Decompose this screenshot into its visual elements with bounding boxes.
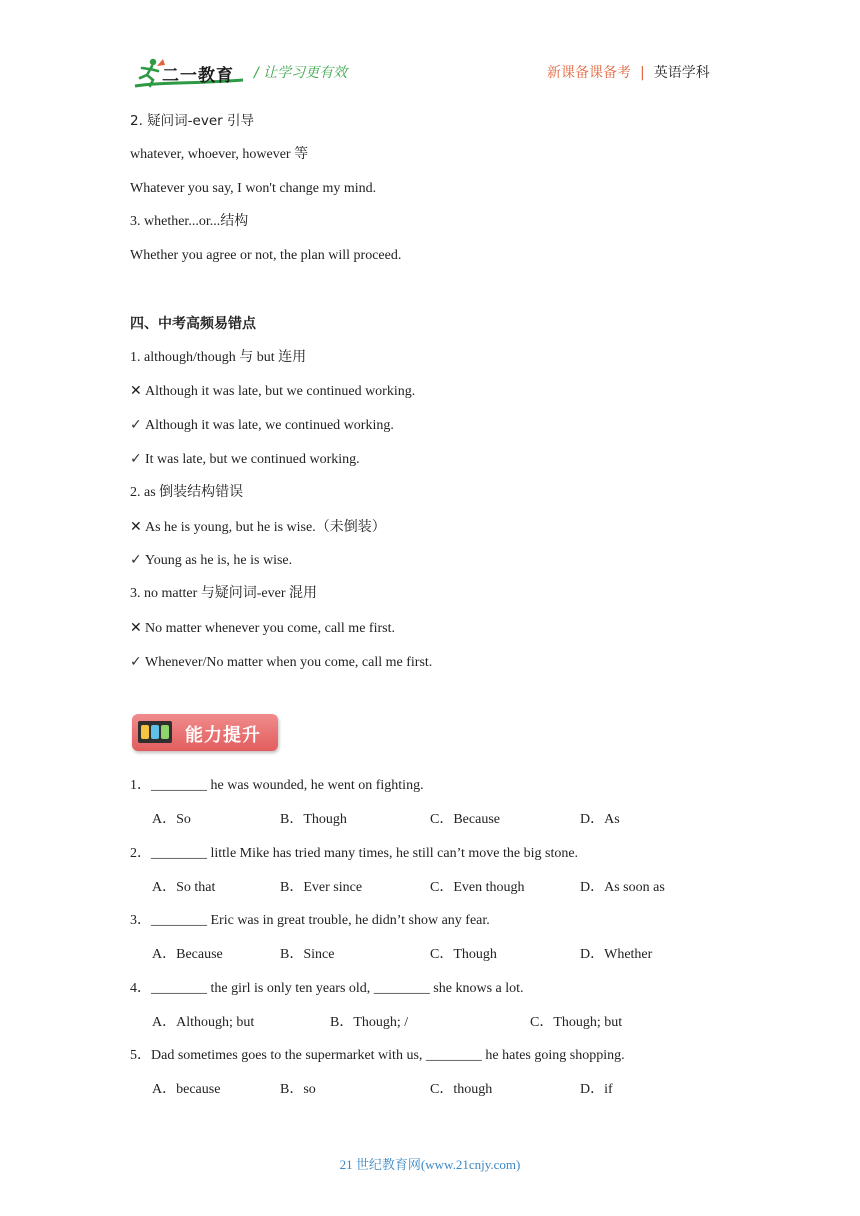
header-slogan: / 让学习更有效 (254, 65, 348, 81)
header-right (547, 62, 710, 82)
item2-title: 2. 疑问词-ever 引导 (130, 113, 254, 129)
question-2-option-a: A．So that (152, 880, 216, 895)
wrong-mark-icon: ✕ (130, 620, 142, 636)
question-5-option-c: C．though (430, 1082, 493, 1097)
question-4-stem: 4．________ the girl is only ten years old, ________ she knows a lot. (130, 981, 524, 996)
ability-banner (132, 714, 278, 751)
point2-wrong (130, 518, 386, 537)
question-1-option-a: A．So (152, 812, 191, 827)
header-separator: | (640, 65, 645, 81)
classroom-icon (138, 721, 172, 743)
footer-link[interactable]: 21 世纪教育网(www.21cnjy.com) (339, 1157, 521, 1172)
point3-wrong (130, 619, 395, 638)
item2-example: Whatever you say, I won't change my mind. (130, 181, 377, 196)
point2-wrong-text: As he is young, but he is wise.（未倒装） (145, 520, 386, 535)
check-mark-icon: ✓ (130, 451, 142, 467)
question-5-option-a: A．because (152, 1082, 221, 1097)
wrong-mark-icon: ✕ (130, 519, 142, 535)
question-5-option-d: D．if (580, 1082, 613, 1097)
point2-title: 2. as 倒装结构错误 (130, 485, 244, 500)
point1-wrong-text: Although it was late, but we continued working. (145, 384, 416, 399)
point1-title: 1. although/though 与 but 连用 (130, 350, 307, 365)
question-3-stem: 3．________ Eric was in great trouble, he didn’t show any fear. (130, 913, 490, 928)
section-four-heading: 四、中考高频易错点 (130, 316, 256, 332)
question-4-option-a: A．Although; but (152, 1015, 255, 1030)
question-2-stem: 2．________ little Mike has tried many times, he still can’t move the big stone. (130, 846, 579, 861)
point3-right (130, 653, 432, 672)
point1-right-b-text: It was late, but we continued working. (145, 452, 360, 467)
point3-right-text: Whenever/No matter when you come, call me first. (145, 655, 433, 670)
point1-wrong (130, 382, 415, 401)
header-subject-label: 英语学科 (653, 65, 710, 81)
question-3-option-c: C．Though (430, 947, 497, 962)
item3-example: Whether you agree or not, the plan will proceed. (130, 248, 402, 263)
point1-right-a (130, 416, 394, 435)
banner-label: 能力提升 (185, 725, 261, 746)
question-4-option-c: C．Though; but (530, 1015, 623, 1030)
check-mark-icon: ✓ (130, 552, 142, 568)
question-1-option-d: D．As (580, 812, 620, 827)
item3-title: 3. whether...or...结构 (130, 214, 249, 229)
question-3-option-d: D．Whether (580, 947, 653, 962)
question-5-stem: 5．Dad sometimes goes to the supermarket with us, ________ he hates going shopping. (130, 1048, 625, 1063)
point2-right (130, 551, 292, 570)
item2-words: whatever, whoever, however 等 (130, 147, 309, 162)
question-1-option-c: C．Because (430, 812, 500, 827)
point1-right-b (130, 450, 360, 469)
question-2-option-b: B．Ever since (280, 880, 363, 895)
question-1-stem: 1．________ he was wounded, he went on fighting. (130, 778, 424, 793)
point3-wrong-text: No matter whenever you come, call me first. (145, 621, 395, 636)
question-3-option-b: B．Since (280, 947, 335, 962)
question-2-option-d: D．As soon as (580, 880, 665, 895)
check-mark-icon: ✓ (130, 654, 142, 670)
header-course-label: 新课备课备考 (547, 65, 631, 81)
question-1-option-b: B．Though (280, 812, 347, 827)
question-2-option-c: C．Even though (430, 880, 525, 895)
point2-right-text: Young as he is, he is wise. (145, 553, 293, 568)
point1-right-a-text: Although it was late, we continued working. (145, 418, 394, 433)
point3-title: 3. no matter 与疑问词-ever 混用 (130, 586, 318, 601)
question-5-option-b: B．so (280, 1082, 316, 1097)
question-3-option-a: A．Because (152, 947, 223, 962)
question-4-option-b: B．Though; / (330, 1015, 409, 1030)
wrong-mark-icon: ✕ (130, 383, 142, 399)
logo-text: 二一教育 (162, 66, 234, 86)
check-mark-icon: ✓ (130, 417, 142, 433)
